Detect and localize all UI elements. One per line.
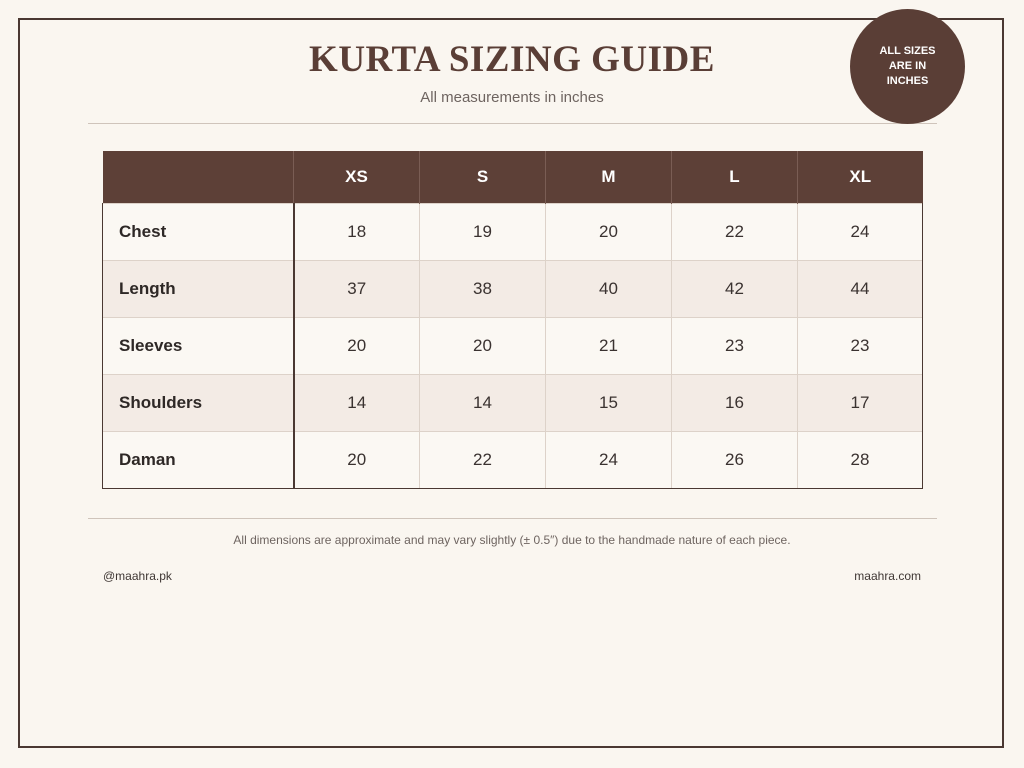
table-row	[103, 261, 923, 318]
table-cell: 21	[546, 318, 672, 375]
website-link[interactable]: maahra.com	[854, 569, 921, 583]
header-size-m: M	[546, 151, 672, 204]
page-title: KURTA SIZING GUIDE	[309, 39, 715, 80]
row-label: Daman	[103, 432, 294, 489]
header-divider	[88, 123, 937, 124]
inches-badge	[850, 9, 965, 124]
table-cell: 20	[420, 318, 546, 375]
table-cell: 22	[672, 204, 798, 261]
table-cell: 44	[798, 261, 923, 318]
table-cell: 14	[294, 375, 420, 432]
table-row	[103, 432, 923, 489]
page-subtitle: All measurements in inches	[420, 89, 604, 106]
table-cell: 24	[546, 432, 672, 489]
header-size-xs: XS	[294, 151, 420, 204]
table-cell: 37	[294, 261, 420, 318]
table-cell: 26	[672, 432, 798, 489]
table-cell: 20	[294, 432, 420, 489]
header-size-s: S	[420, 151, 546, 204]
table-cell: 16	[672, 375, 798, 432]
header-corner	[103, 151, 294, 204]
table-cell: 38	[420, 261, 546, 318]
badge-text: ALL SIZES ARE IN INCHES	[879, 45, 936, 87]
table-cell: 18	[294, 204, 420, 261]
footer-divider	[88, 518, 937, 519]
table-header-row	[103, 151, 923, 204]
header-size-xl: XL	[798, 151, 923, 204]
row-label: Chest	[103, 204, 294, 261]
table-cell: 40	[546, 261, 672, 318]
table-row	[103, 204, 923, 261]
table-cell: 15	[546, 375, 672, 432]
table-cell: 17	[798, 375, 923, 432]
social-handle: @maahra.pk	[103, 569, 172, 583]
table-cell: 28	[798, 432, 923, 489]
disclaimer-note: All dimensions are approximate and may vary slightly (± 0.5″) due to the handmade nature of each piece.	[233, 533, 791, 547]
row-label: Length	[103, 261, 294, 318]
table-cell: 23	[798, 318, 923, 375]
table-cell: 14	[420, 375, 546, 432]
row-label: Sleeves	[103, 318, 294, 375]
table-cell: 20	[294, 318, 420, 375]
sizing-table	[102, 151, 923, 489]
table-cell: 24	[798, 204, 923, 261]
table-cell: 23	[672, 318, 798, 375]
row-label: Shoulders	[103, 375, 294, 432]
header-size-l: L	[672, 151, 798, 204]
table-cell: 22	[420, 432, 546, 489]
table-row	[103, 318, 923, 375]
table-cell: 42	[672, 261, 798, 318]
table-cell: 19	[420, 204, 546, 261]
table-row	[103, 375, 923, 432]
table-cell: 20	[546, 204, 672, 261]
